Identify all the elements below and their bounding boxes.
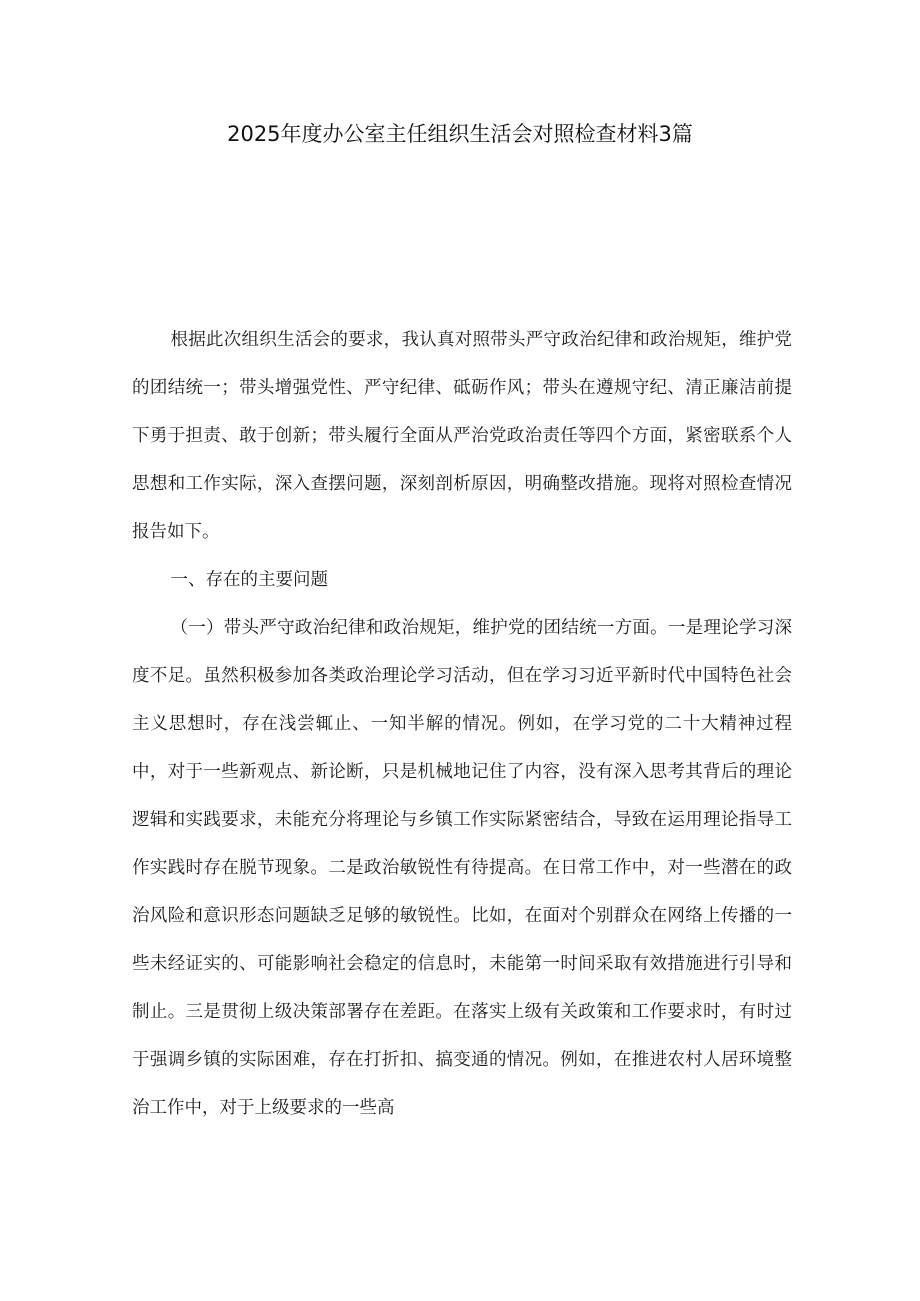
section-heading: 一、存在的主要问题 — [170, 570, 328, 590]
body-paragraph: （一）带头严守政治纪律和政治规矩，维护党的团结统一方面。一是理论学习深度不足。虽然积极参加各类政治理论学习活动，但在学习习近平新时代中国特色社会主义思想时，存在浅尝辄止、一知半解的情况。例如，在学习党的二十大精神过程中，对于一些新观点、新论断，只是机械地记住了内容，没有深入思考其背后的理论逻辑和实践要求，未能充分将理论与乡镇工作实际紧密结合，导致在运用理论指导工作实践时存在脱节现象。二是政治敏锐性有待提高。在日常工作中，对一些潜在的政治风险和意识形态问题缺乏足够的敏锐性。比如，在面对个别群众在网络上传播的一些未经证实的、可能影响社会稳定的信息时，未能第一时间采取有效措施进行引导和制止。三是贯彻上级决策部署存在差距。在落实上级有关政策和工作要求时，有时过于强调乡镇的实际困难，存在打折扣、搞变通的情况。例如，在推进农村人居环境整治工作中，对于上级要求的一些高 — [132, 618, 792, 1118]
document-body — [132, 316, 792, 1132]
intro-paragraph: 根据此次组织生活会的要求，我认真对照带头严守政治纪律和政治规矩，维护党的团结统一；带头增强党性、严守纪律、砥砺作风；带头在遵规守纪、清正廉洁前提下勇于担责、敢于创新；带头履行全面从严治党政治责任等四个方面，紧密联系个人思想和工作实际，深入查摆问题，深刻剖析原因，明确整改措施。现将对照检查情况报告如下。 — [132, 330, 792, 542]
document-title: 2025年度办公室主任组织生活会对照检查材料3篇 — [227, 122, 693, 146]
